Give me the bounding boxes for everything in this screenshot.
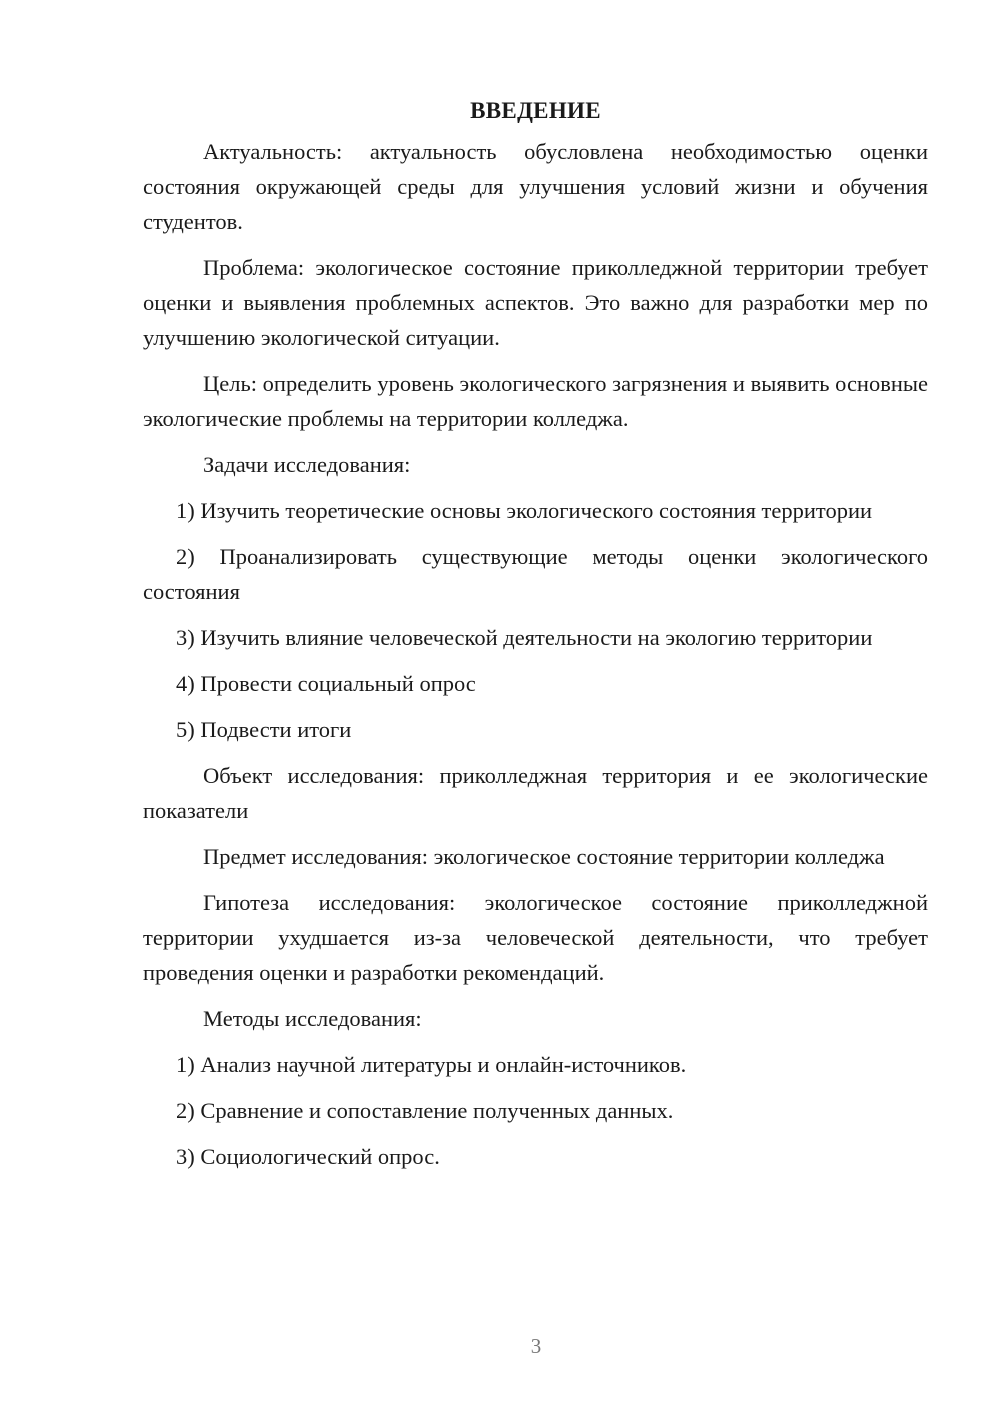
object-paragraph: Объект исследования: приколледжная территория и ее экологические показатели [143, 763, 928, 823]
method-item-3: 3) Социологический опрос. [176, 1144, 440, 1169]
method-item-1: 1) Анализ научной литературы и онлайн-источников. [176, 1052, 687, 1077]
task-item-5: 5) Подвести итоги [176, 717, 352, 742]
relevance-paragraph: Актуальность: актуальность обусловлена необходимостью оценки состояния окружающей среды для улучшения условий жизни и обучения студентов. [143, 139, 928, 234]
problem-paragraph: Проблема: экологическое состояние приколледжной территории требует оценки и выявления проблемных аспектов. Это важно для разработки мер по улучшению экологической ситуации. [143, 255, 928, 350]
tasks-heading: Задачи исследования: [203, 452, 411, 477]
task-item-1: 1) Изучить теоретические основы экологического состояния территории [176, 498, 873, 523]
task-item-2: 2) Проанализировать существующие методы оценки экологического состояния [143, 544, 928, 604]
hypothesis-paragraph: Гипотеза исследования: экологическое состояние приколледжной территории ухудшается из-за человеческой деятельности, что требует проведения оценки и разработки рекомендаций. [143, 890, 928, 985]
method-item-2: 2) Сравнение и сопоставление полученных данных. [176, 1098, 674, 1123]
task-item-3: 3) Изучить влияние человеческой деятельности на экологию территории [176, 625, 873, 650]
methods-heading: Методы исследования: [203, 1006, 422, 1031]
page-title: ВВЕДЕНИЕ [470, 98, 601, 123]
subject-paragraph: Предмет исследования: экологическое состояние территории колледжа [203, 844, 885, 869]
goal-paragraph: Цель: определить уровень экологического загрязнения и выявить основные экологические проблемы на территории колледжа. [143, 371, 928, 431]
task-item-4: 4) Провести социальный опрос [176, 671, 476, 696]
page-number: 3 [530, 1334, 542, 1358]
page-content [143, 93, 928, 1185]
